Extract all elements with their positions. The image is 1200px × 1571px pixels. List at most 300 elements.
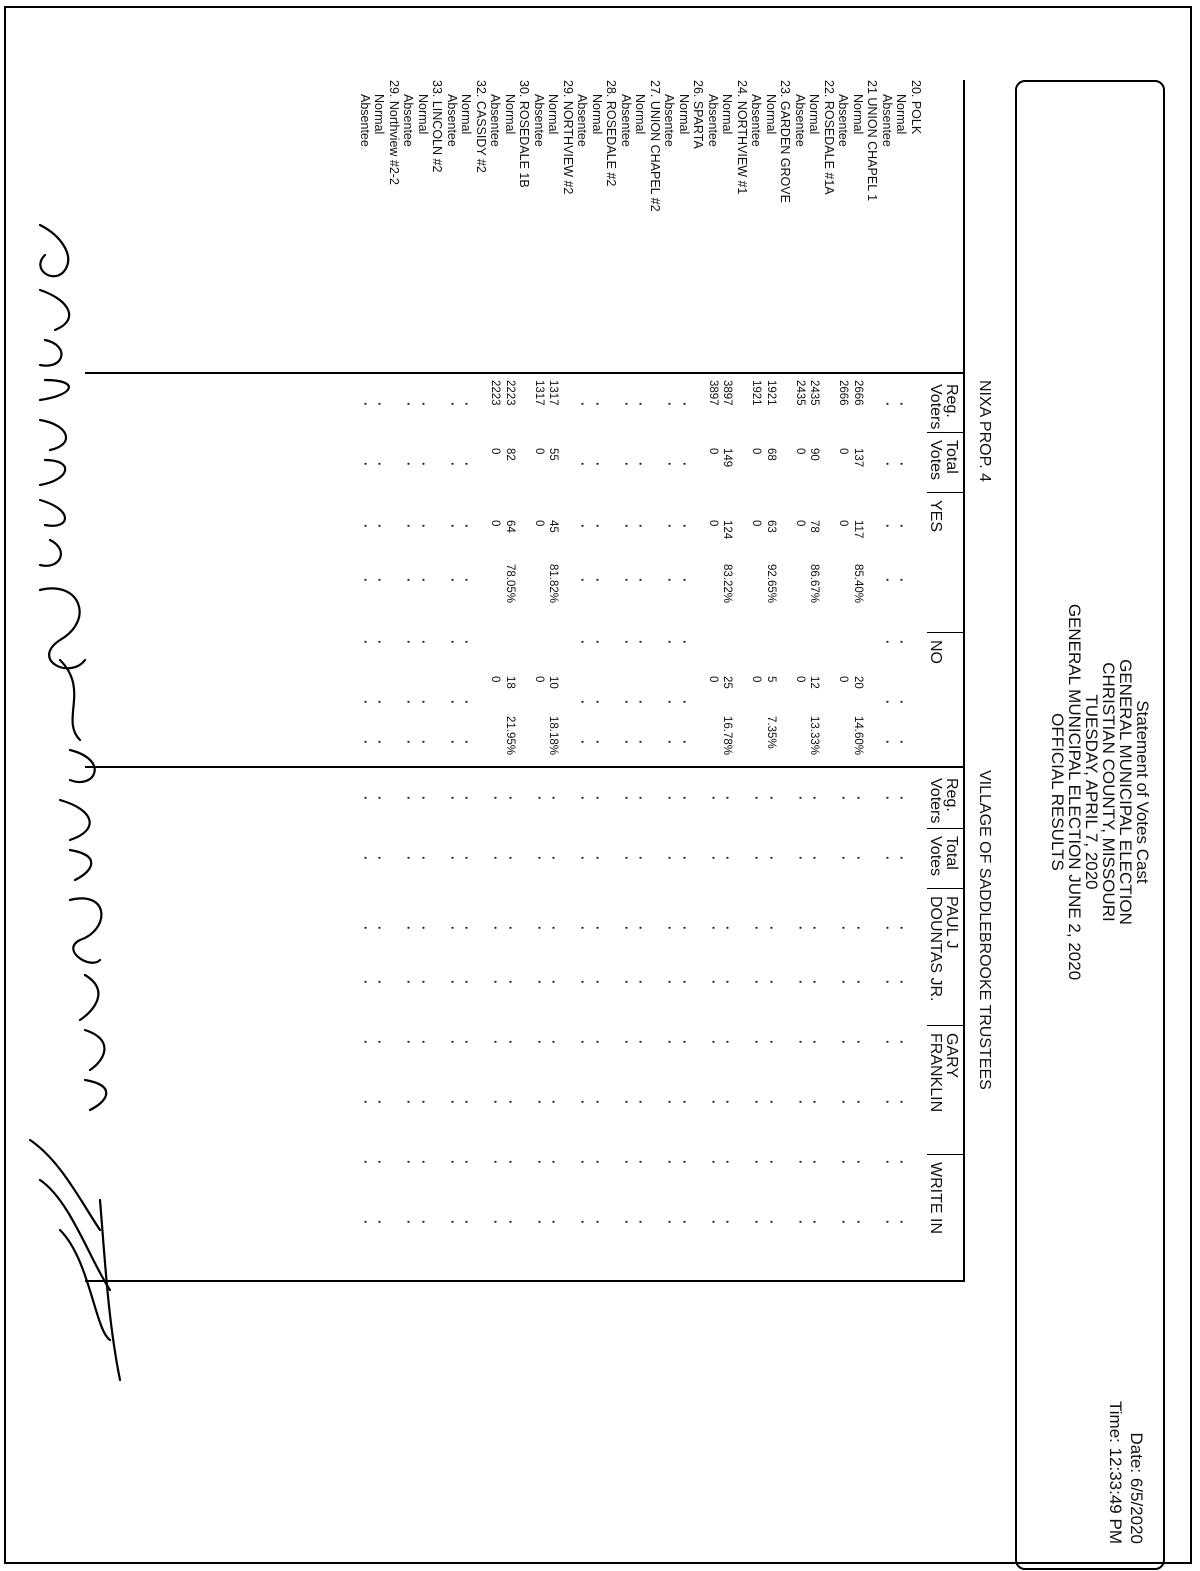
empty-cell-dot: · [677, 524, 692, 529]
precinct-name: 26. SPARTA [691, 80, 706, 149]
empty-cell-dot: · [836, 926, 852, 931]
empty-cell-dot: · [532, 1040, 547, 1045]
empty-cell-dot: · [619, 402, 634, 407]
empty-cell-dot: · [459, 980, 475, 985]
empty-cell-dot: · [459, 926, 475, 931]
empty-cell-dot: · [677, 578, 692, 583]
empty-cell-dot: · [633, 1040, 649, 1045]
empty-cell-dot: · [619, 740, 634, 745]
empty-cell-dot: · [459, 578, 475, 583]
cell-total: 0 [489, 448, 502, 455]
empty-cell-dot: · [836, 1040, 852, 1045]
empty-cell-dot: · [575, 462, 591, 467]
empty-cell-dot: · [894, 1100, 910, 1105]
empty-cell-dot: · [880, 524, 895, 529]
col-dountas-label: DOUNTAS JR. [927, 896, 944, 1002]
cell-yes: 78 [808, 520, 821, 533]
empty-cell-dot: · [372, 1160, 388, 1165]
empty-cell-dot: · [662, 796, 678, 801]
empty-cell-dot: · [358, 740, 373, 745]
empty-cell-dot: · [749, 1160, 765, 1165]
precinct-name: 21 UNION CHAPEL 1 [865, 80, 880, 202]
empty-cell-dot: · [372, 796, 388, 801]
cell-total: 90 [808, 448, 821, 461]
empty-cell-dot: · [662, 402, 678, 407]
empty-cell-dot: · [706, 1040, 721, 1045]
empty-cell-dot: · [590, 926, 605, 931]
empty-cell-dot: · [416, 402, 431, 407]
empty-cell-dot: · [880, 796, 895, 801]
empty-cell-dot: · [459, 856, 475, 861]
cell-reg: 1317 [547, 380, 560, 406]
empty-cell-dot: · [619, 1100, 634, 1105]
empty-cell-dot: · [807, 1160, 823, 1165]
cell-no-pct: 13.33% [808, 716, 821, 756]
empty-cell-dot: · [532, 856, 547, 861]
empty-cell-dot: · [851, 856, 866, 861]
empty-cell-dot: · [358, 856, 373, 861]
empty-cell-dot: · [880, 700, 895, 705]
empty-cell-dot: · [662, 1040, 678, 1045]
empty-cell-dot: · [488, 1220, 504, 1225]
col-write-in: WRITE IN [927, 1162, 944, 1234]
cell-yes: 0 [489, 520, 502, 527]
cell-reg: 3897 [721, 380, 734, 406]
empty-cell-dot: · [532, 980, 547, 985]
col-reg-label: Reg. [943, 778, 960, 812]
empty-cell-dot: · [445, 980, 460, 985]
title-line: Statement of Votes Cast [1133, 700, 1152, 884]
empty-cell-dot: · [894, 640, 910, 645]
report-date: Date: 6/5/2020 [1127, 1432, 1146, 1544]
cell-no-pct: 7.35% [765, 716, 777, 749]
empty-cell-dot: · [633, 700, 649, 705]
empty-cell-dot: · [793, 796, 808, 801]
empty-cell-dot: · [677, 1040, 692, 1045]
cell-no: 0 [533, 676, 545, 683]
empty-cell-dot: · [619, 796, 634, 801]
empty-cell-dot: · [416, 980, 431, 985]
empty-cell-dot: · [590, 740, 605, 745]
empty-cell-dot: · [416, 1160, 431, 1165]
empty-cell-dot: · [720, 980, 736, 985]
empty-cell-dot: · [662, 980, 678, 985]
vote-type-label: Normal [372, 94, 387, 135]
empty-cell-dot: · [880, 1220, 895, 1225]
empty-cell-dot: · [590, 796, 605, 801]
cell-total: 137 [852, 448, 864, 468]
vote-type-label: Normal [546, 94, 561, 135]
cell-total: 55 [547, 448, 560, 461]
empty-cell-dot: · [372, 1040, 388, 1045]
precinct-name: 29. NORTHVIEW #2 [561, 80, 575, 195]
empty-cell-dot: · [358, 578, 373, 583]
empty-cell-dot: · [662, 1220, 678, 1225]
empty-cell-dot: · [401, 926, 417, 931]
cell-yes: 0 [533, 520, 545, 527]
empty-cell-dot: · [575, 980, 591, 985]
empty-cell-dot: · [401, 700, 417, 705]
empty-cell-dot: · [445, 524, 460, 529]
empty-cell-dot: · [445, 700, 460, 705]
empty-cell-dot: · [633, 1100, 649, 1105]
col-yes: YES [927, 500, 944, 533]
empty-cell-dot: · [358, 1040, 373, 1045]
cell-total: 0 [707, 448, 719, 455]
empty-cell-dot: · [633, 740, 649, 745]
cell-yes-pct: 92.65% [765, 564, 777, 604]
empty-cell-dot: · [677, 1220, 692, 1225]
empty-cell-dot: · [416, 1040, 431, 1045]
cell-yes-pct: 86.67% [808, 564, 821, 604]
empty-cell-dot: · [445, 640, 460, 645]
vote-type-label: Absentee [793, 94, 807, 147]
precinct-name: 23. GARDEN GROVE [778, 80, 793, 203]
empty-cell-dot: · [459, 640, 475, 645]
empty-cell-dot: · [706, 926, 721, 931]
empty-cell-dot: · [807, 796, 823, 801]
cell-no-pct: 14.60% [852, 716, 864, 756]
empty-cell-dot: · [619, 462, 634, 467]
empty-cell-dot: · [445, 578, 460, 583]
empty-cell-dot: · [546, 1160, 562, 1165]
empty-cell-dot: · [401, 1040, 417, 1045]
vote-type-label: Normal [590, 94, 604, 135]
empty-cell-dot: · [633, 1220, 649, 1225]
empty-cell-dot: · [445, 796, 460, 801]
empty-cell-dot: · [590, 980, 605, 985]
empty-cell-dot: · [662, 462, 678, 467]
empty-cell-dot: · [459, 462, 475, 467]
empty-cell-dot: · [488, 1040, 504, 1045]
empty-cell-dot: · [590, 578, 605, 583]
empty-cell-dot: · [358, 524, 373, 529]
empty-cell-dot: · [793, 980, 808, 985]
vote-type-label: Absentee [358, 94, 372, 147]
col-total-label: Total [943, 836, 960, 870]
empty-cell-dot: · [662, 578, 678, 583]
section-title-nixa: NIXA PROP. 4 [976, 380, 993, 482]
empty-cell-dot: · [503, 1040, 518, 1045]
cell-no: 18 [504, 676, 516, 689]
empty-cell-dot: · [575, 700, 591, 705]
empty-cell-dot: · [445, 462, 460, 467]
cell-no: 25 [721, 676, 734, 689]
empty-cell-dot: · [445, 856, 460, 861]
empty-cell-dot: · [488, 796, 504, 801]
empty-cell-dot: · [851, 980, 866, 985]
empty-cell-dot: · [503, 1160, 518, 1165]
empty-cell-dot: · [459, 796, 475, 801]
empty-cell-dot: · [503, 980, 518, 985]
empty-cell-dot: · [894, 524, 910, 529]
empty-cell-dot: · [662, 926, 678, 931]
cell-no: 12 [808, 676, 821, 689]
empty-cell-dot: · [633, 856, 649, 861]
empty-cell-dot: · [590, 402, 605, 407]
empty-cell-dot: · [575, 856, 591, 861]
cell-total: 68 [765, 448, 777, 461]
empty-cell-dot: · [358, 980, 373, 985]
empty-cell-dot: · [894, 578, 910, 583]
empty-cell-dot: · [532, 796, 547, 801]
cell-yes: 64 [504, 520, 516, 533]
title-line: GENERAL MUNICIPAL ELECTION JUNE 2, 2020 [1065, 603, 1084, 981]
report-time: Time: 12:33:49 PM [1106, 1401, 1125, 1544]
empty-cell-dot: · [459, 524, 475, 529]
empty-cell-dot: · [546, 796, 562, 801]
empty-cell-dot: · [532, 1100, 547, 1105]
empty-cell-dot: · [720, 1160, 736, 1165]
empty-cell-dot: · [488, 926, 504, 931]
empty-cell-dot: · [416, 1100, 431, 1105]
empty-cell-dot: · [880, 1040, 895, 1045]
empty-cell-dot: · [836, 980, 852, 985]
empty-cell-dot: · [851, 926, 866, 931]
precinct-name: 22. ROSEDALE #1A [822, 80, 836, 195]
empty-cell-dot: · [358, 402, 373, 407]
empty-cell-dot: · [720, 926, 736, 931]
title-line: CHRISTIAN COUNTY, MISSOURI [1099, 662, 1118, 922]
empty-cell-dot: · [764, 856, 779, 861]
cell-no-pct: 16.78% [721, 716, 734, 756]
cell-yes-pct: 81.82% [547, 564, 560, 604]
cell-yes-pct: 78.05% [504, 564, 516, 604]
empty-cell-dot: · [894, 856, 910, 861]
cell-yes: 117 [852, 520, 864, 539]
cell-yes-pct: 85.40% [852, 564, 864, 604]
title-line: GENERAL MUNICIPAL ELECTION [1116, 659, 1135, 925]
empty-cell-dot: · [851, 1160, 866, 1165]
empty-cell-dot: · [749, 796, 765, 801]
empty-cell-dot: · [633, 640, 649, 645]
empty-cell-dot: · [358, 926, 373, 931]
empty-cell-dot: · [706, 980, 721, 985]
vote-type-label: Normal [677, 94, 691, 135]
empty-cell-dot: · [706, 1160, 721, 1165]
empty-cell-dot: · [459, 740, 475, 745]
cell-reg: 2223 [489, 380, 502, 406]
empty-cell-dot: · [445, 926, 460, 931]
empty-cell-dot: · [749, 926, 765, 931]
empty-cell-dot: · [749, 1100, 765, 1105]
empty-cell-dot: · [662, 640, 678, 645]
vote-type-label: Absentee [619, 94, 633, 147]
empty-cell-dot: · [575, 926, 591, 931]
empty-cell-dot: · [546, 1220, 562, 1225]
empty-cell-dot: · [880, 980, 895, 985]
cell-total: 0 [750, 448, 763, 455]
empty-cell-dot: · [619, 926, 634, 931]
cell-total: 149 [721, 448, 734, 468]
empty-cell-dot: · [619, 1160, 634, 1165]
empty-cell-dot: · [677, 796, 692, 801]
empty-cell-dot: · [706, 856, 721, 861]
empty-cell-dot: · [488, 980, 504, 985]
empty-cell-dot: · [416, 524, 431, 529]
empty-cell-dot: · [401, 462, 417, 467]
cell-reg: 2666 [852, 380, 864, 406]
empty-cell-dot: · [575, 1160, 591, 1165]
empty-cell-dot: · [575, 402, 591, 407]
empty-cell-dot: · [633, 1160, 649, 1165]
empty-cell-dot: · [633, 926, 649, 931]
empty-cell-dot: · [836, 1220, 852, 1225]
precinct-name: 24. NORTHVIEW #1 [735, 80, 749, 195]
vote-type-label: Absentee [488, 94, 503, 147]
empty-cell-dot: · [662, 856, 678, 861]
empty-cell-dot: · [488, 1160, 504, 1165]
empty-cell-dot: · [894, 980, 910, 985]
empty-cell-dot: · [459, 1160, 475, 1165]
empty-cell-dot: · [880, 856, 895, 861]
empty-cell-dot: · [401, 1220, 417, 1225]
empty-cell-dot: · [662, 1100, 678, 1105]
empty-cell-dot: · [807, 856, 823, 861]
empty-cell-dot: · [401, 980, 417, 985]
cell-yes: 0 [794, 520, 806, 527]
empty-cell-dot: · [503, 1220, 518, 1225]
empty-cell-dot: · [633, 980, 649, 985]
vote-type-label: Normal [764, 94, 778, 135]
empty-cell-dot: · [459, 402, 475, 407]
empty-cell-dot: · [633, 524, 649, 529]
cell-yes: 0 [837, 520, 850, 527]
empty-cell-dot: · [416, 1220, 431, 1225]
empty-cell-dot: · [358, 700, 373, 705]
empty-cell-dot: · [445, 402, 460, 407]
empty-cell-dot: · [619, 856, 634, 861]
vote-type-label: Absentee [749, 94, 764, 147]
empty-cell-dot: · [894, 1040, 910, 1045]
precinct-name: 33. LINCOLN #2 [430, 80, 445, 173]
empty-cell-dot: · [880, 402, 895, 407]
empty-cell-dot: · [590, 640, 605, 645]
vote-type-label: Absentee [575, 94, 590, 147]
empty-cell-dot: · [880, 462, 895, 467]
vote-type-label: Normal [720, 94, 735, 135]
empty-cell-dot: · [894, 402, 910, 407]
empty-cell-dot: · [401, 796, 417, 801]
precinct-name: 32. CASSIDY #2 [474, 80, 488, 173]
col-total-label: Total [943, 440, 960, 474]
empty-cell-dot: · [575, 1040, 591, 1045]
cell-total: 0 [794, 448, 806, 455]
empty-cell-dot: · [619, 700, 634, 705]
precinct-name: 28. ROSEDALE #2 [604, 80, 619, 187]
empty-cell-dot: · [706, 1220, 721, 1225]
cell-reg: 1317 [533, 380, 545, 406]
empty-cell-dot: · [590, 700, 605, 705]
empty-cell-dot: · [372, 856, 388, 861]
empty-cell-dot: · [590, 1220, 605, 1225]
cell-total: 0 [533, 448, 545, 455]
cell-reg: 2435 [794, 380, 806, 406]
col-voters-label: Voters [927, 384, 944, 430]
vote-type-label: Absentee [880, 94, 894, 147]
empty-cell-dot: · [372, 462, 388, 467]
empty-cell-dot: · [633, 462, 649, 467]
empty-cell-dot: · [358, 1160, 373, 1165]
empty-cell-dot: · [677, 980, 692, 985]
empty-cell-dot: · [619, 1040, 634, 1045]
empty-cell-dot: · [720, 856, 736, 861]
cell-reg: 2223 [504, 380, 516, 406]
empty-cell-dot: · [372, 640, 388, 645]
cell-reg: 3897 [707, 380, 719, 406]
empty-cell-dot: · [894, 1160, 910, 1165]
empty-cell-dot: · [836, 856, 852, 861]
cell-no: 0 [750, 676, 763, 683]
empty-cell-dot: · [372, 578, 388, 583]
empty-cell-dot: · [372, 980, 388, 985]
empty-cell-dot: · [372, 926, 388, 931]
empty-cell-dot: · [401, 524, 417, 529]
precinct-name: 27. UNION CHAPEL #2 [648, 80, 662, 212]
empty-cell-dot: · [416, 740, 431, 745]
empty-cell-dot: · [575, 1220, 591, 1225]
empty-cell-dot: · [575, 578, 591, 583]
empty-cell-dot: · [894, 700, 910, 705]
empty-cell-dot: · [445, 1100, 460, 1105]
empty-cell-dot: · [619, 640, 634, 645]
empty-cell-dot: · [764, 980, 779, 985]
empty-cell-dot: · [894, 796, 910, 801]
empty-cell-dot: · [459, 1040, 475, 1045]
empty-cell-dot: · [358, 1220, 373, 1225]
empty-cell-dot: · [764, 1100, 779, 1105]
empty-cell-dot: · [590, 1040, 605, 1045]
empty-cell-dot: · [401, 578, 417, 583]
empty-cell-dot: · [401, 1100, 417, 1105]
empty-cell-dot: · [488, 856, 504, 861]
empty-cell-dot: · [807, 926, 823, 931]
empty-cell-dot: · [532, 1160, 547, 1165]
empty-cell-dot: · [546, 856, 562, 861]
empty-cell-dot: · [807, 1040, 823, 1045]
empty-cell-dot: · [401, 856, 417, 861]
empty-cell-dot: · [459, 1220, 475, 1225]
empty-cell-dot: · [764, 796, 779, 801]
empty-cell-dot: · [590, 462, 605, 467]
empty-cell-dot: · [677, 402, 692, 407]
empty-cell-dot: · [677, 1100, 692, 1105]
empty-cell-dot: · [720, 1100, 736, 1105]
empty-cell-dot: · [677, 640, 692, 645]
vote-type-label: Normal [894, 94, 909, 135]
cell-total: 0 [837, 448, 850, 455]
empty-cell-dot: · [836, 796, 852, 801]
vote-type-label: Absentee [662, 94, 677, 147]
cell-yes: 0 [750, 520, 763, 527]
vote-type-label: Absentee [706, 94, 720, 147]
col-voters-label: Voters [927, 778, 944, 824]
empty-cell-dot: · [503, 926, 518, 931]
empty-cell-dot: · [401, 402, 417, 407]
col-paul-label: PAUL J [943, 896, 960, 949]
empty-cell-dot: · [706, 796, 721, 801]
empty-cell-dot: · [662, 524, 678, 529]
empty-cell-dot: · [358, 1100, 373, 1105]
cell-reg: 2435 [808, 380, 821, 406]
empty-cell-dot: · [677, 462, 692, 467]
empty-cell-dot: · [677, 740, 692, 745]
empty-cell-dot: · [793, 1040, 808, 1045]
empty-cell-dot: · [851, 1040, 866, 1045]
empty-cell-dot: · [372, 740, 388, 745]
empty-cell-dot: · [488, 1100, 504, 1105]
cell-yes: 124 [721, 520, 734, 540]
